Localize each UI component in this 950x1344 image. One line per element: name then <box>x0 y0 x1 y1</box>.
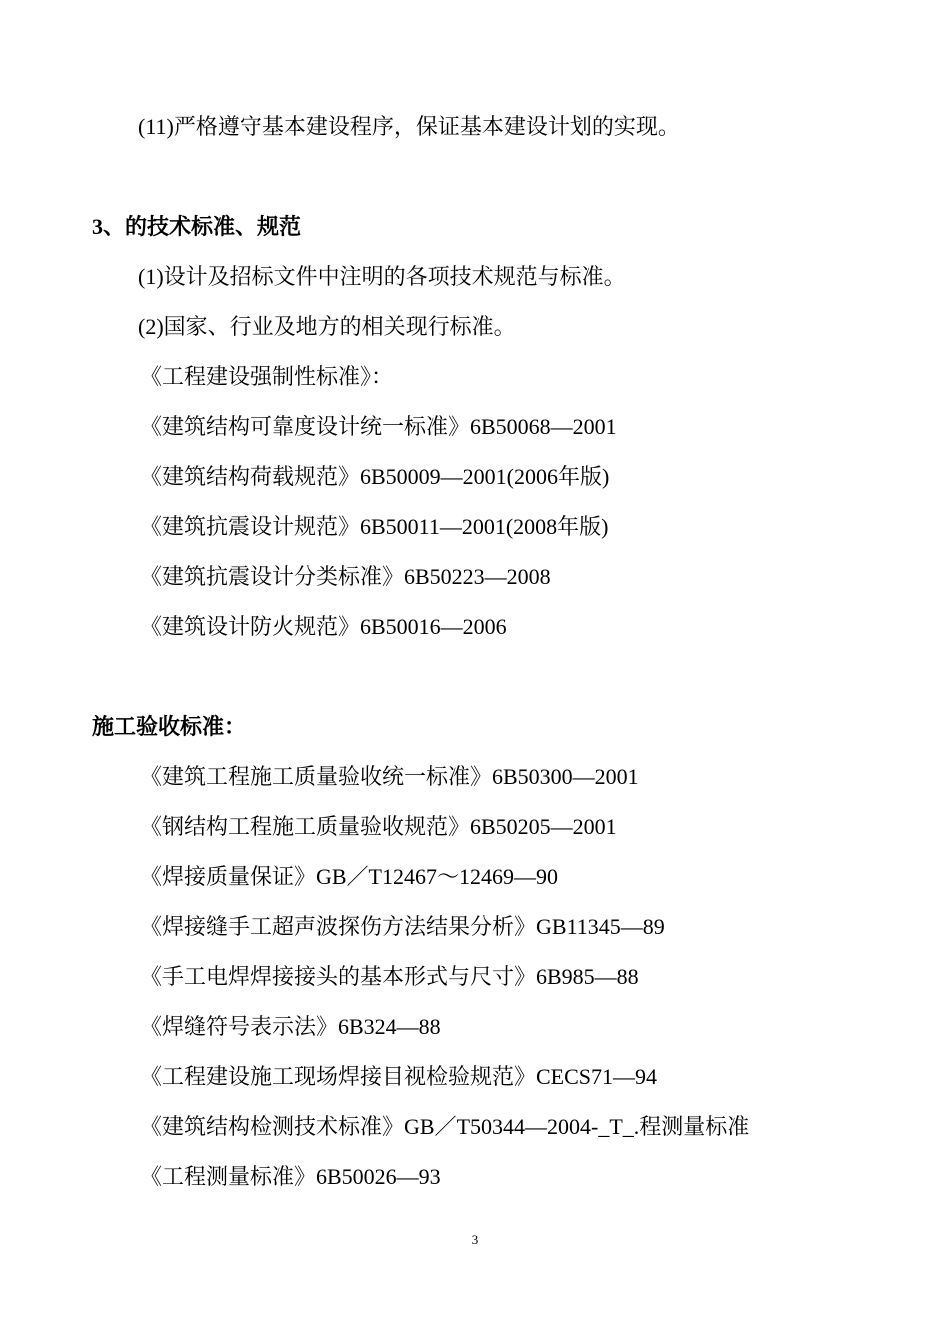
list-item: (2)国家、行业及地方的相关现行标准。 <box>138 314 516 339</box>
standard-item: 《手工电焊焊接接头的基本形式与尺寸》6B985—88 <box>140 964 639 989</box>
standard-item: 《建筑抗震设计规范》6B50011—2001(2008年版) <box>140 514 609 539</box>
standard-item: 《焊接缝手工超声波探伤方法结果分析》GB11345—89 <box>140 914 665 939</box>
standard-item: 《建筑设计防火规范》6B50016—2006 <box>140 614 507 639</box>
standard-item: 《焊缝符号表示法》6B324—88 <box>140 1014 441 1039</box>
standard-item: 《建筑结构荷载规范》6B50009—2001(2006年版) <box>140 464 610 489</box>
standard-item: 《建筑结构可靠度设计统一标准》6B50068—2001 <box>140 414 617 439</box>
list-item: (1)设计及招标文件中注明的各项技术规范与标准。 <box>138 264 626 289</box>
standard-item: 《工程测量标准》6B50026—93 <box>140 1164 441 1189</box>
standard-item: 《焊接质量保证》GB／T12467～12469—90 <box>140 864 559 889</box>
section-heading-acceptance-standards: 施工验收标准： <box>92 714 247 739</box>
standard-item: 《建筑抗震设计分类标准》6B50223—2008 <box>140 564 551 589</box>
page-number: 3 <box>471 1232 479 1247</box>
standard-item: 《工程建设强制性标准》： <box>140 364 394 389</box>
section-heading-technical-standards: 3、的技术标准、规范 <box>92 214 302 239</box>
intro-item: (11)严格遵守基本建设程序，保证基本建设计划的实现。 <box>138 114 680 139</box>
standard-item: 《建筑结构检测技术标准》GB／T50344—2004-_T_.程测量标准 <box>140 1114 750 1139</box>
standard-item: 《建筑工程施工质量验收统一标准》6B50300—2001 <box>140 764 639 789</box>
standard-item: 《钢结构工程施工质量验收规范》6B50205—2001 <box>140 814 617 839</box>
standard-item: 《工程建设施工现场焊接目视检验规范》CECS71—94 <box>140 1064 658 1089</box>
